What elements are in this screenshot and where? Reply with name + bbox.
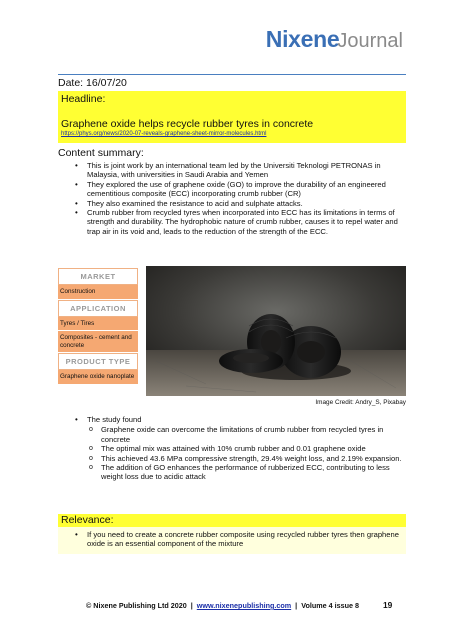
market-label: MARKET — [58, 268, 138, 285]
relevance-list — [58, 530, 406, 549]
summary-list — [58, 161, 406, 236]
application-value: Composites - cement and concrete — [58, 331, 138, 353]
summary-bullet: • They also examined the resistance to acid and sulphate attacks. — [58, 199, 406, 208]
study-point: o The optimal mix was attained with 10% crumb rubber and 0.01 graphene oxide — [58, 444, 406, 453]
header-divider — [58, 74, 406, 75]
headline-title: Graphene oxide helps recycle rubber tyres in concrete — [61, 118, 314, 130]
footer-separator: | — [190, 601, 193, 610]
relevance-bullet: • If you need to create a concrete rubber composite using recycled rubber tyres then graphene oxide is an essential component of the mixture — [58, 530, 406, 549]
tyres-illustration — [146, 266, 406, 396]
logo-sub: Journal — [337, 30, 403, 52]
study-list — [58, 415, 406, 482]
content-summary-heading: Content summary: — [58, 147, 144, 159]
study-points — [87, 425, 406, 481]
footer-separator: | — [295, 601, 298, 610]
market-value: Construction — [58, 285, 138, 300]
application-value: Tyres / Tires — [58, 317, 138, 332]
journal-logo — [266, 26, 403, 53]
tyres-photo — [146, 266, 406, 396]
footer-issue: Volume 4 issue 8 — [301, 601, 359, 610]
study-point: o The addition of GO enhances the performance of rubberized ECC, contributing to less weight loss due to acidic attack — [58, 463, 406, 482]
summary-bullet: • This is joint work by an international team led by the Universiti Teknologi PETRONAS in Malaysia, with universities in Saudi Arabia and Yemen — [58, 161, 406, 180]
source-link[interactable]: https://phys.org/news/2020-07-reveals-graphene-sheet-mirror-molecules.html — [61, 131, 267, 137]
footer-text — [86, 601, 359, 610]
image-credit: Image Credit: Andry_S, Pixabay — [315, 399, 406, 406]
article-date: Date: 16/07/20 — [58, 77, 127, 89]
relevance-box — [58, 514, 406, 554]
study-intro-text: The study found — [87, 415, 142, 424]
application-label: APPLICATION — [58, 300, 138, 317]
page-number: 19 — [383, 600, 393, 610]
headline-box — [58, 91, 406, 143]
study-point: o Graphene oxide can overcome the limitations of crumb rubber from recycled tyres in concrete — [58, 425, 406, 444]
headline-label: Headline: — [61, 93, 106, 105]
logo-brand: Nixene — [265, 26, 340, 52]
product-type-label: PRODUCT TYPE — [58, 353, 138, 370]
summary-bullet: • Crumb rubber from recycled tyres when incorporated into ECC has its limitations in terms of strength and durability. The hydrophobic nature of crumb rubber, causes it to repel water and trap air in its void and, leads to the reduction of the strength of the ECC. — [58, 208, 406, 236]
footer-website-link[interactable]: www.nixenepublishing.com — [196, 601, 292, 610]
product-type-value: Graphene oxide nanoplate — [58, 370, 138, 385]
study-point: o This achieved 43.6 MPa compressive strength, 29.4% weight loss, and 2.19% expansion. — [58, 454, 406, 463]
classification-panel — [58, 268, 138, 385]
study-intro — [58, 415, 406, 482]
footer-copyright: © Nixene Publishing Ltd 2020 — [86, 601, 187, 610]
relevance-label: Relevance: — [58, 514, 406, 527]
summary-bullet: • They explored the use of graphene oxide (GO) to improve the durability of an engineered cementitious composite (ECC) incorporating crumb rubber (CR) — [58, 180, 406, 199]
